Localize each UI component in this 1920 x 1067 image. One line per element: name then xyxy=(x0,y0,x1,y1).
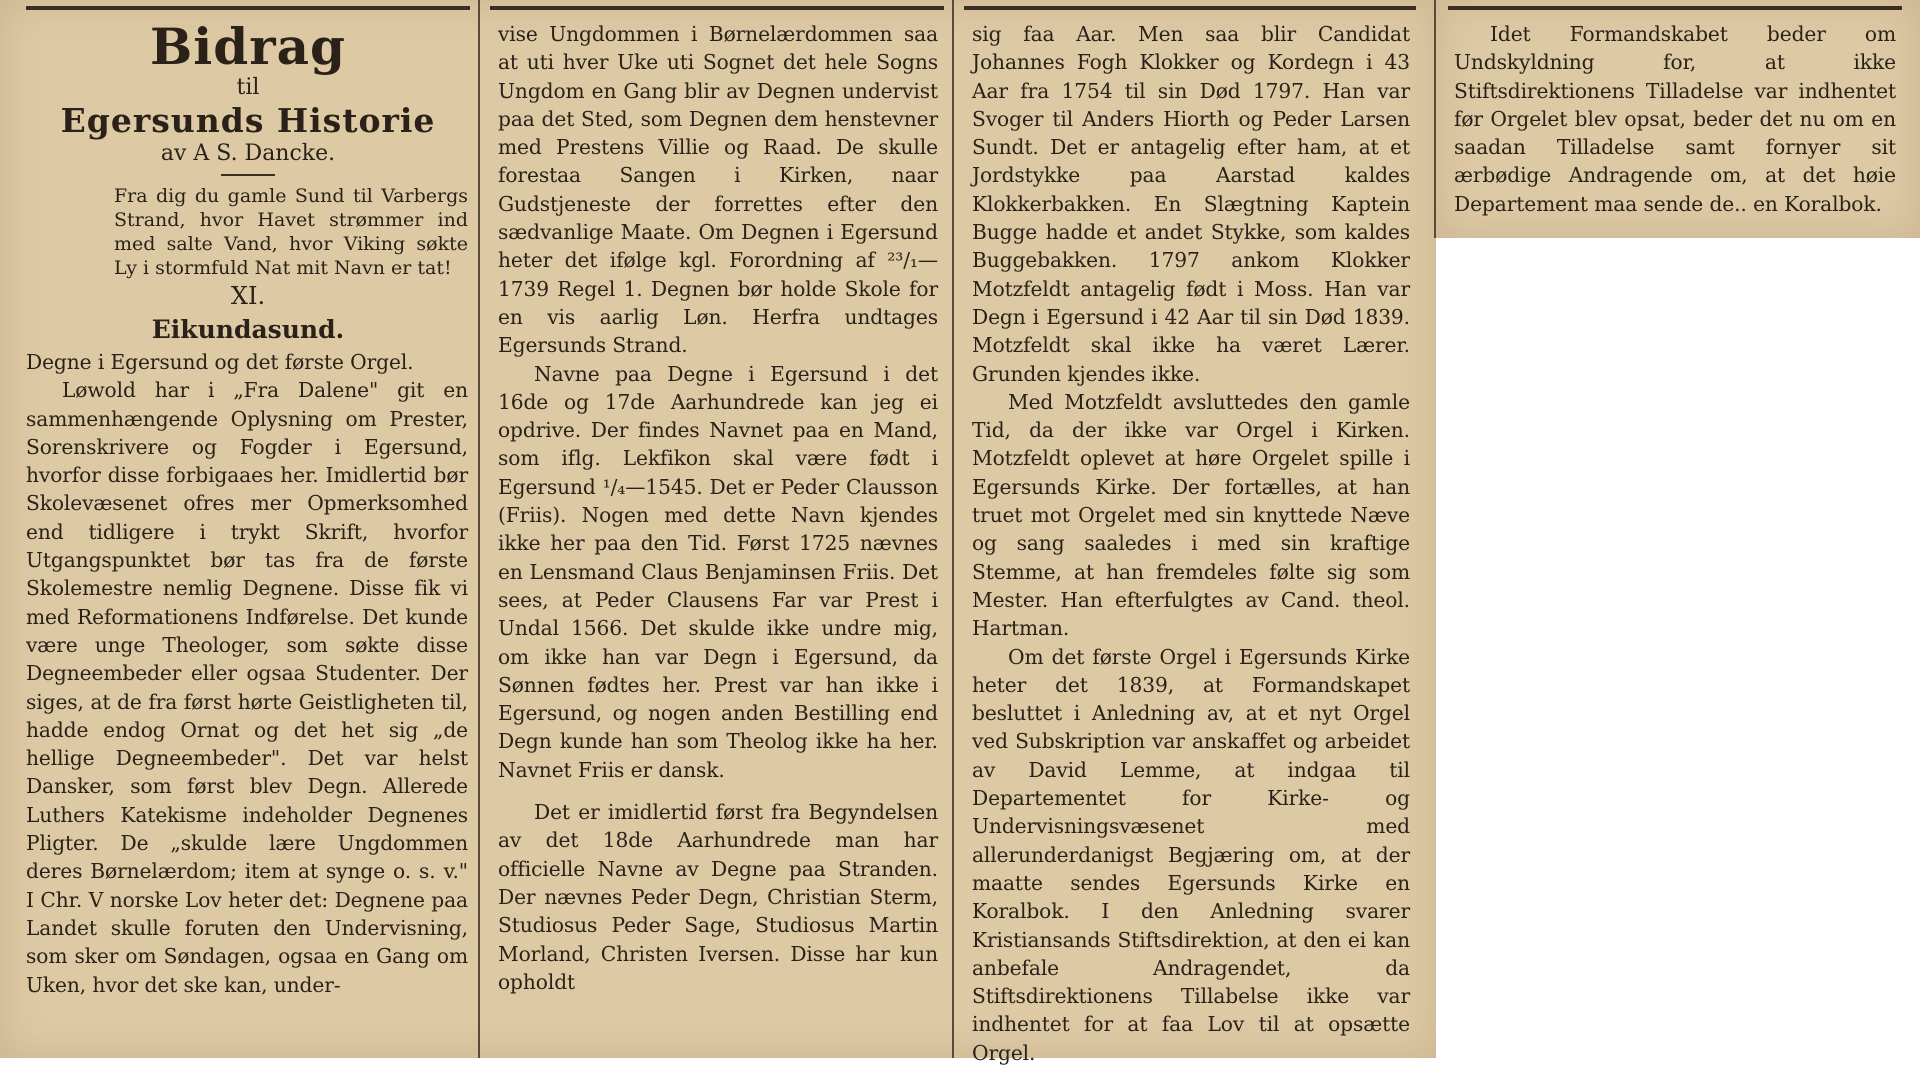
article-column-3 xyxy=(956,0,1424,1067)
paragraph: Med Motzfeldt avsluttedes den gamle Tid, da der ikke var Orgel i Kirken. Motzfeldt oplevet at høre Orgelet spille i Egersunds Kirke. Der fortælles, at han truet mot Orgelet med sin knyttede Næve og sang saaledes i med sin kraftige Stemme, at han fremdeles følte sig som Mester. Han efterfulgtes av Cand. theol. Hartman. xyxy=(972,389,1410,641)
article-column-1 xyxy=(18,0,478,999)
section-numeral: XI. xyxy=(230,282,266,310)
paragraph: vise Ungdommen i Børnelærdommen saa at uti hver Uke uti Sognet det hele Sogns Ungdom en Gang blir av Degnen undervist paa det Sted, som Degnen dem henstevner med Prestens Villie og Raad. De skulle forestaa Sangen i Kirken, naar Gudstjeneste der forrettes efter den sædvanlige Maate. Om Degnen i Egersund heter det ifølge kgl. Forordning af ²³/₁—1739 Regel 1. Degnen bør holde Skole for en vis aarlig Løn. Herfra undtages Egersunds Strand. xyxy=(498,22,938,358)
column-divider xyxy=(1434,0,1436,238)
headline-subject: Egersunds Historie xyxy=(60,101,436,140)
column-divider xyxy=(952,0,954,1058)
column-4-body xyxy=(1440,10,1910,218)
paragraph: sig faa Aar. Men saa blir Candidat Johannes Fogh Klokker og Kordegn i 43 Aar fra 1754 til sin Død 1797. Han var Svoger til Anders Hiorth og Peder Larsen Sundt. Det er antagelig efter ham, at et Jordstykke paa Aarstad kaldes Klokkerbakken. En Slægtning Kaptein Bugge hadde et andet Stykke, som kaldes Buggebakken. 1797 ankom Klokker Motzfeldt antagelig født i Moss. Han var Degn i Egersund i 42 Aar til sin Død 1839. Motzfeldt skal ikke ha været Lærer. Grunden kjendes ikke. xyxy=(972,22,1410,386)
column-3-body xyxy=(956,10,1424,1067)
column-divider xyxy=(478,0,480,1058)
article-column-2 xyxy=(482,0,952,996)
column-1-body xyxy=(18,348,478,999)
paragraph: Idet Formandskabet beder om Undskyldning for, at ikke Stiftsdirektionens Tilladelse var indhentet før Orgelet blev opsat, beder det nu om en saadan Tilladelse samt fornyer sit ærbødige Andragende om, at det høie Departement maa sende de.. en Koralbok. xyxy=(1454,22,1896,216)
paragraph: Navne paa Degne i Egersund i det 16de og 17de Aarhundrede kan jeg ei opdrive. Der findes Navnet paa en Mand, som iflg. Lekfikon skal være født i Egersund ¹/₄—1545. Det er Peder Clausson (Friis). Nogen med dette Navn kjendes ikke her paa den Tid. Først 1725 nævnes en Lensmand Claus Benjaminsen Friis. Det sees, at Peder Clausens Far var Prest i Undal 1566. Det skulde ikke undre mig, om ikke han var Degn i Egersund, da Sønnen fødtes her. Prest var han ikke i Egersund, og nogen anden Bestilling end Degn kunde han som Theolog ikke ha her. Navnet Friis er dansk. xyxy=(498,361,938,782)
paragraph: Løwold har i „Fra Dalene" git en sammenhængende Oplysning om Prester, Sorenskrivere og Fogder i Egersund, hvorfor disse forbigaaes her. Imidlertid bør Skolevæsenet ofres mer Opmerksomhed end tidligere i trykt Skrift, hvorfor Utgangspunktet bør tas fra de første Skolemestre nemlig Degnene. Disse fik vi med Reformationens Indførelse. Det kunde være unge Theologer, som søkte disse Degneembeder eller ogsaa Studenter. Der siges, at de fra først hørte Geistligheten til, hadde endog Ornat og det het sig „de hellige Degneembeder". Det var helst Dansker, som først blev Degn. Allerede Luthers Katekisme indeholder Degnenes Pligter. De „skulde lære Ungdommen deres Børnelærdom; item at synge o. s. v." I Chr. V norske Lov heter det: Degnene paa Landet skulle foruten den Undervisning, som sker om Søndagen, ogsaa en Gang om Uken, hvor det ske kan, under- xyxy=(26,378,468,997)
motto-verse: Fra dig du gamle Sund til Varbergs Strand, hvor Havet strømmer ind med salte Vand, hvor Viking søkte Ly i stormfuld Nat mit Navn er tat! xyxy=(114,185,468,279)
column-top-rule xyxy=(26,6,470,10)
headline-preposition: til xyxy=(236,75,260,100)
subsection-title: Degne i Egersund og det første Orgel. xyxy=(26,350,414,374)
article-column-4 xyxy=(1440,0,1910,218)
headline-title: Bidrag xyxy=(150,17,346,76)
paragraph: Det er imidlertid først fra Begyndelsen av det 18de Aarhundrede man har officielle Navne av Degne paa Stranden. Der nævnes Peder Degn, Christian Sterm, Studiosus Peder Sage, Studiosus Martin Morland, Christen Iversen. Disse har kun opholdt xyxy=(498,800,938,994)
section-heading: Eikundasund. xyxy=(151,315,345,344)
headline-divider xyxy=(221,174,275,176)
paragraph: Om det første Orgel i Egersunds Kirke heter det 1839, at Formandskapet besluttet i Anledning av, at et nyt Orgel ved Subskription var anskaffet og arbeidet av David Lemme, at indgaa til Departementet for Kirke- og Undervisningsvæsenet med allerunderdanigst Begjæring om, at der maatte sendes Egersunds Kirke en Koralbok. I den Anledning svarer Kristiansands Stiftsdirektion, at den ei kan anbefale Andragendet, da Stiftsdirektionens Tillabelse ikke var indhentet for at faa Lov til at opsætte Orgel. xyxy=(972,644,1410,1065)
headline-author: av A S. Dancke. xyxy=(160,141,336,166)
column-2-body xyxy=(482,10,952,996)
